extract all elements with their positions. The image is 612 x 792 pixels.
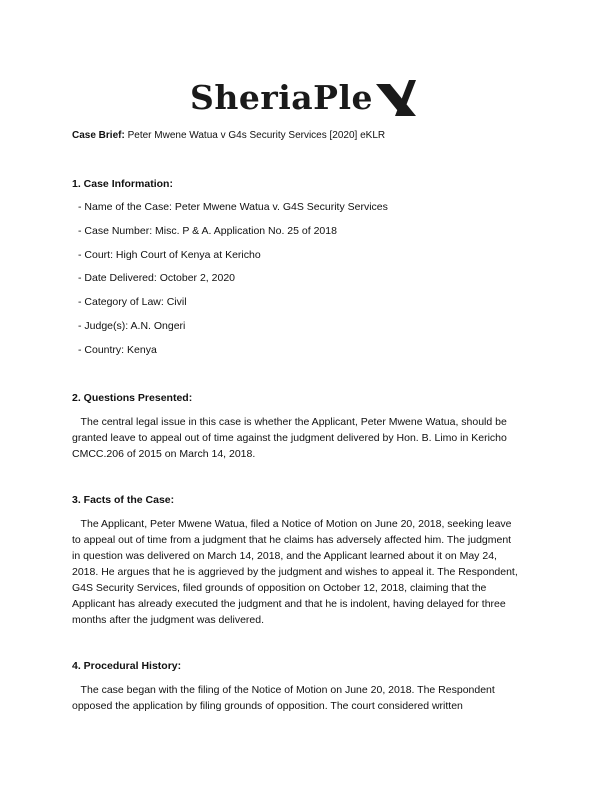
case-brief-label: Case Brief: [72, 130, 125, 141]
logo-text: SheriaPle [190, 78, 373, 117]
questions-paragraph [72, 414, 542, 462]
info-item-country: - Country: Kenya [78, 344, 157, 356]
logo-x-mark [376, 80, 416, 116]
section-heading-questions: 2. Questions Presented: [72, 392, 193, 404]
paragraph-line: G4S Security Services, filed grounds of opposition on October 12, 2018, claiming that the [72, 582, 487, 594]
info-item-case-number: - Case Number: Misc. P & A. Application No. 25 of 2018 [78, 225, 337, 237]
section-heading-facts: 3. Facts of the Case: [72, 494, 175, 506]
info-item-category: - Category of Law: Civil [78, 296, 187, 308]
case-brief-title: Peter Mwene Watua v G4s Security Services [2020] eKLR [127, 130, 386, 141]
case-brief-line [72, 130, 385, 142]
paragraph-line: Applicant has already executed the judgment and that he is indolent, having delayed for three [72, 598, 506, 610]
paragraph-line: granted leave to appeal out of time against the judgment delivered by Hon. B. Limo in Kericho [72, 432, 507, 444]
info-item-date-delivered: - Date Delivered: October 2, 2020 [78, 272, 235, 284]
section-heading-case-information: 1. Case Information: [72, 178, 173, 190]
info-item-name: - Name of the Case: Peter Mwene Watua v. G4S Security Services [78, 201, 388, 213]
paragraph-line: months after the judgment was delivered. [72, 614, 265, 626]
info-item-court: - Court: High Court of Kenya at Kericho [78, 249, 261, 261]
facts-paragraph [72, 516, 542, 628]
section-heading-procedural-history: 4. Procedural History: [72, 660, 182, 672]
paragraph-line: in question was delivered on March 14, 2018, and the Applicant learned about it on May 24, [72, 550, 497, 562]
paragraph-line: to appeal out of time from a judgment that he claims has adversely affected him. The judgment [72, 534, 512, 546]
paragraph-line: 2018. He argues that he is aggrieved by the judgment and wishes to appeal it. The Respondent, [72, 566, 518, 578]
paragraph-line: The central legal issue in this case is whether the Applicant, Peter Mwene Watua, should be [72, 416, 507, 428]
paragraph-line: The Applicant, Peter Mwene Watua, filed a Notice of Motion on June 20, 2018, seeking leave [72, 518, 512, 530]
info-item-judges: - Judge(s): A.N. Ongeri [78, 320, 186, 332]
paragraph-line: CMCC.206 of 2015 on March 14, 2018. [72, 448, 256, 460]
history-paragraph [72, 682, 542, 714]
paragraph-line: The case began with the filing of the Notice of Motion on June 20, 2018. The Respondent [72, 684, 495, 696]
sheriaplex-logo [190, 76, 420, 120]
paragraph-line: opposed the application by filing grounds of opposition. The court considered written [72, 700, 463, 712]
